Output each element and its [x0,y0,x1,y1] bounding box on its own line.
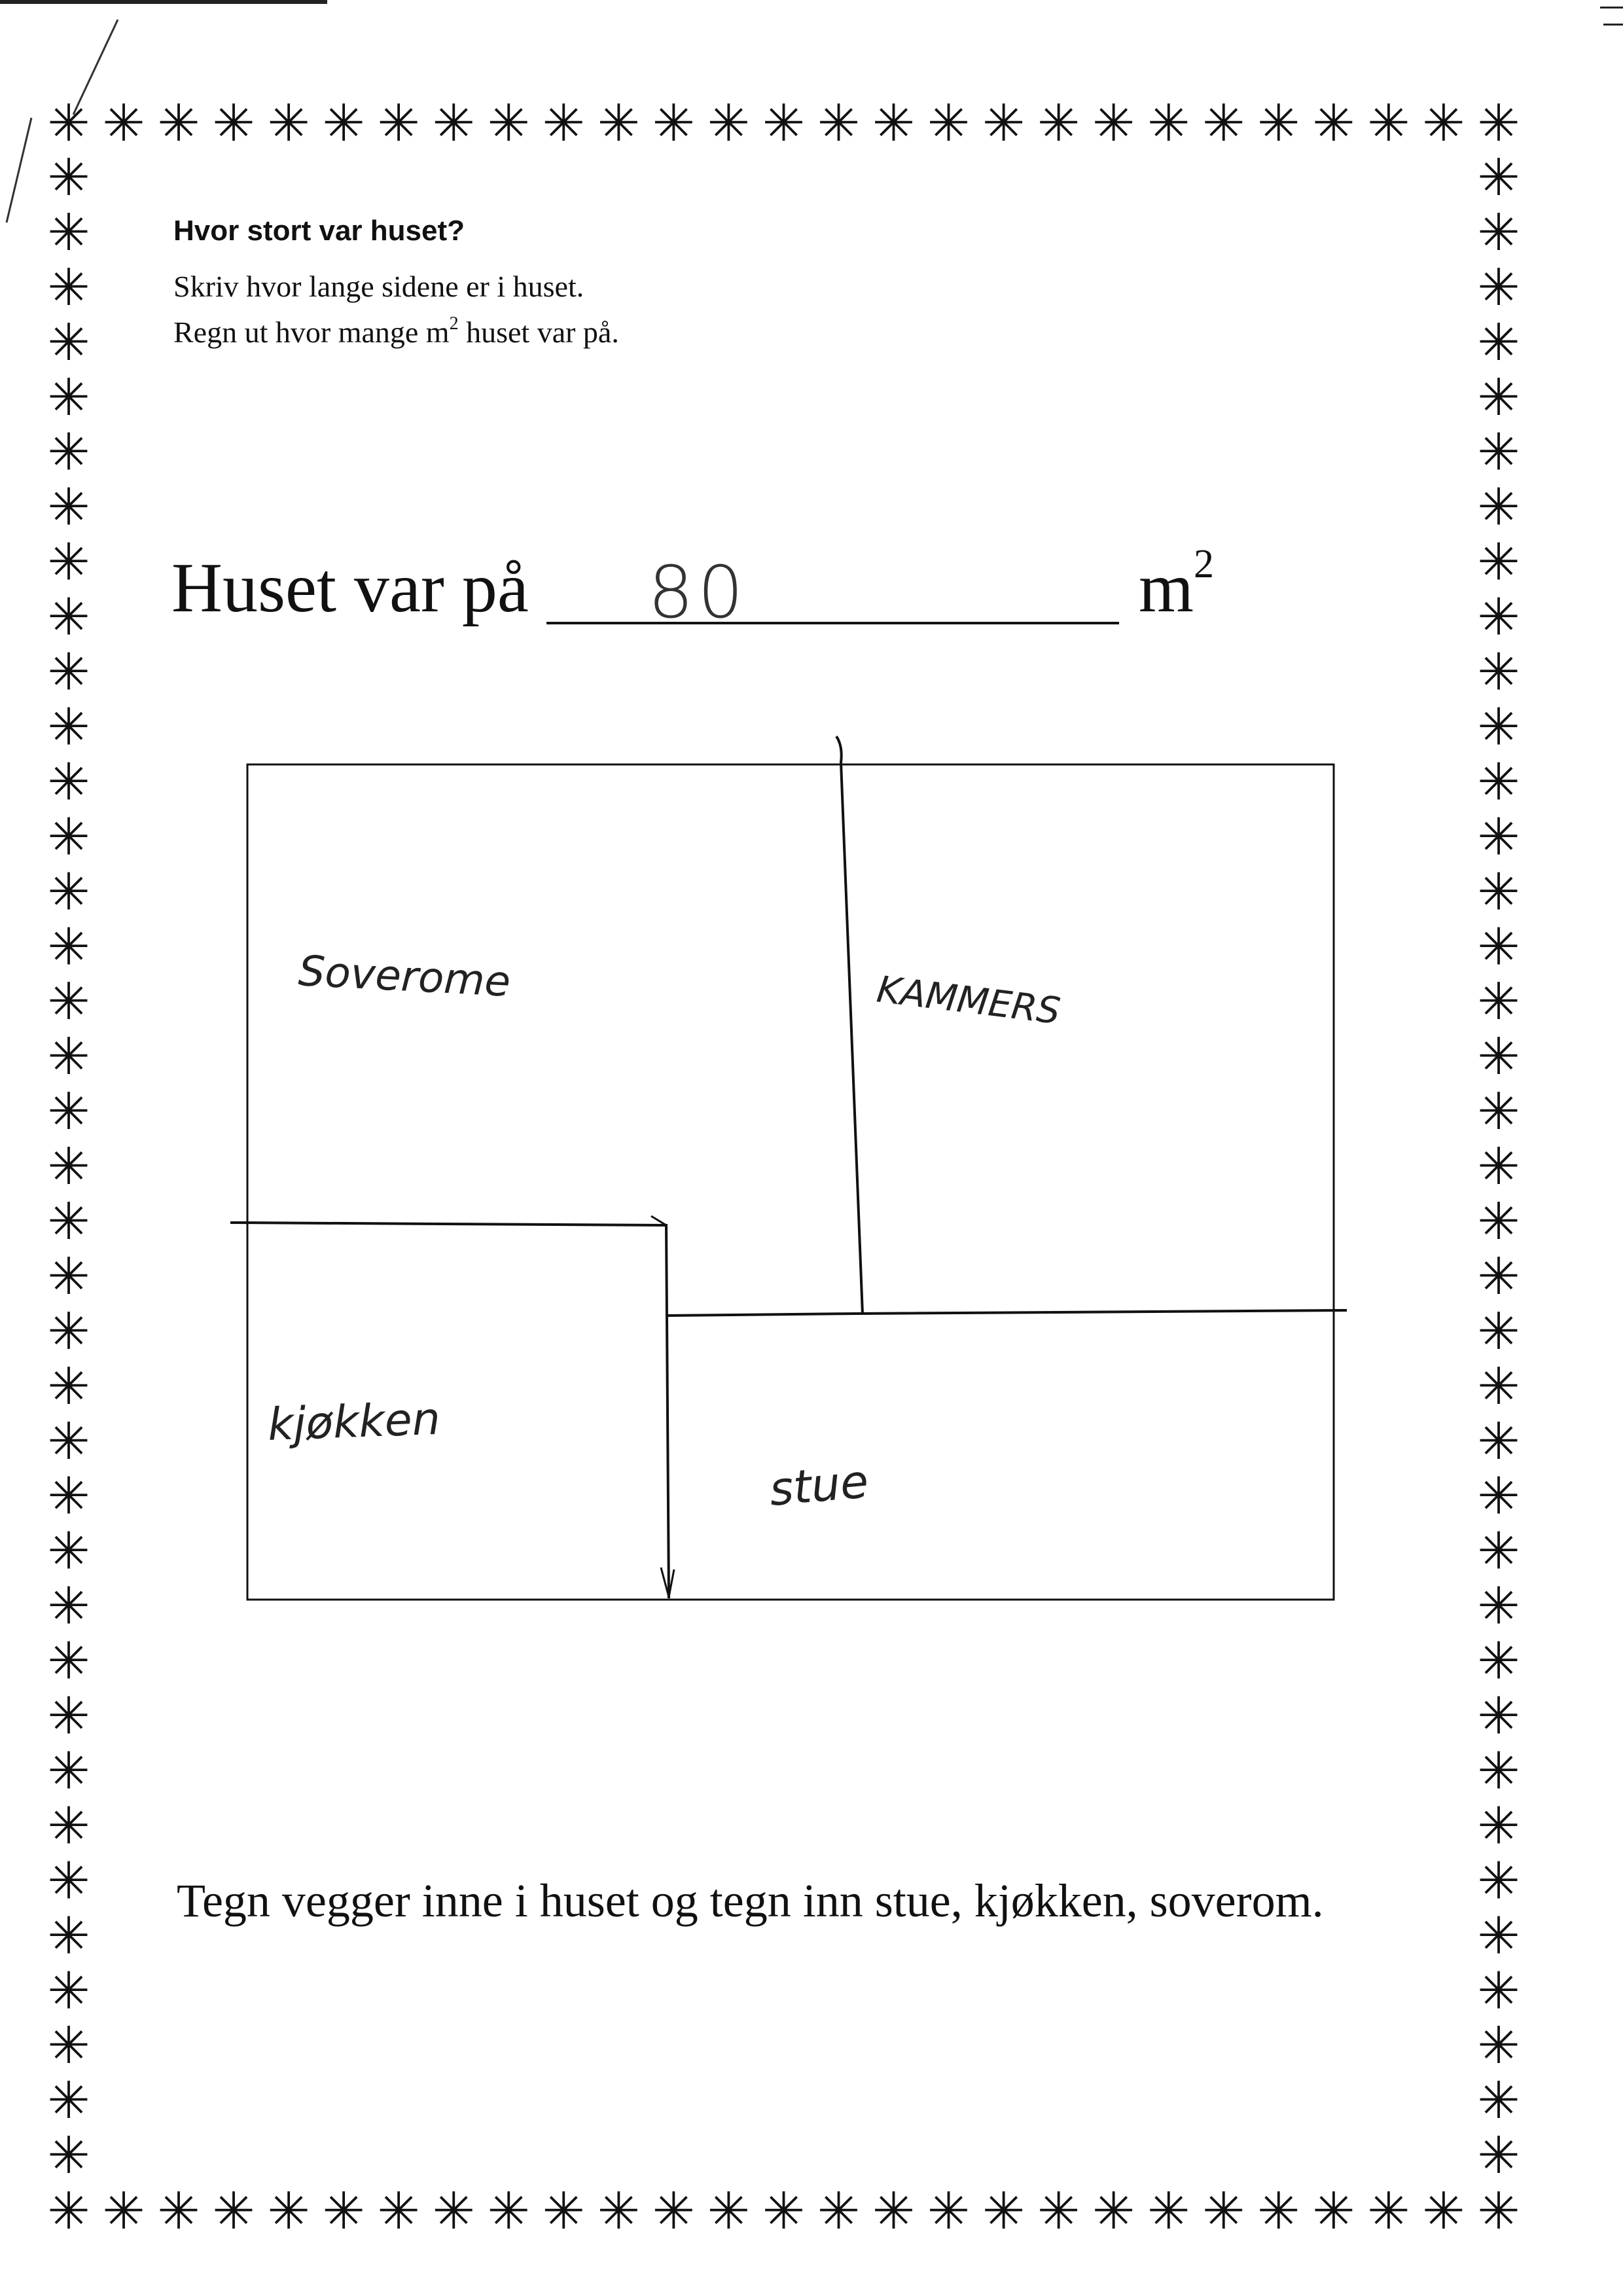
border-star: ✳ [377,94,420,153]
border-star: ✳ [47,1083,90,1142]
border-star: ✳ [102,2182,145,2241]
border-star: ✳ [47,2017,90,2076]
border-star: ✳ [1477,1907,1520,1966]
border-star: ✳ [47,368,90,427]
border-star: ✳ [1477,1632,1520,1691]
border-star: ✳ [47,1962,90,2021]
border-star: ✳ [47,808,90,867]
border-star: ✳ [1477,1193,1520,1251]
border-star: ✳ [1477,698,1520,757]
border-star: ✳ [1477,1852,1520,1911]
border-star: ✳ [47,2182,90,2241]
border-star: ✳ [47,313,90,372]
border-star: ✳ [1367,94,1410,153]
room-label-soverom: Soverome [297,947,512,1007]
border-star: ✳ [1477,2072,1520,2131]
room-label-kjokken: kjøkken [266,1393,442,1451]
border-star: ✳ [1477,478,1520,537]
border-star: ✳ [47,423,90,482]
border-star: ✳ [1477,1577,1520,1636]
border-star: ✳ [707,94,751,153]
border-star: ✳ [47,149,90,207]
border-star: ✳ [47,1028,90,1087]
border-star: ✳ [1477,1522,1520,1581]
border-star: ✳ [1477,1247,1520,1306]
border-star: ✳ [1312,2182,1355,2241]
border-star: ✳ [1477,1138,1520,1197]
border-star: ✳ [157,2182,200,2241]
border-star: ✳ [1477,313,1520,372]
border-star: ✳ [1477,1742,1520,1801]
unit-text: m [1139,549,1194,627]
border-star: ✳ [1477,753,1520,812]
border-star: ✳ [597,94,641,153]
border-star: ✳ [487,94,530,153]
border-star: ✳ [47,1742,90,1801]
border-star: ✳ [47,1193,90,1251]
border-star: ✳ [1477,368,1520,427]
border-star: ✳ [1477,643,1520,702]
border-star: ✳ [1477,1797,1520,1856]
unit-superscript: 2 [1194,542,1215,586]
border-star: ✳ [817,2182,861,2241]
wall-vertical-kammers [836,736,863,1314]
border-star: ✳ [1477,2017,1520,2076]
border-star: ✳ [47,973,90,1032]
border-star: ✳ [1257,94,1300,153]
border-star: ✳ [1092,2182,1135,2241]
border-star: ✳ [47,1467,90,1526]
border-star: ✳ [1037,2182,1080,2241]
border-star: ✳ [927,2182,971,2241]
border-star: ✳ [1477,918,1520,977]
border-star: ✳ [157,94,200,153]
border-star: ✳ [1477,588,1520,647]
border-star: ✳ [322,2182,365,2241]
border-star: ✳ [1477,203,1520,262]
room-label-kammers: KAMMERS [874,968,1063,1033]
answer-handwritten-value: 80 [648,550,747,634]
border-star: ✳ [102,94,145,153]
border-star: ✳ [1367,2182,1410,2241]
instruction-text: huset var på. [458,315,619,349]
border-star: ✳ [1477,863,1520,922]
border-star: ✳ [47,2072,90,2131]
border-star: ✳ [47,1522,90,1581]
border-star: ✳ [47,478,90,537]
border-star: ✳ [47,588,90,647]
worksheet-heading: Hvor stort var huset? [173,215,465,247]
border-star: ✳ [47,1907,90,1966]
border-star: ✳ [1147,2182,1190,2241]
border-star: ✳ [267,2182,310,2241]
border-star: ✳ [47,643,90,702]
border-star: ✳ [47,203,90,262]
border-star: ✳ [1477,1083,1520,1142]
border-star: ✳ [1477,2126,1520,2186]
border-star: ✳ [762,2182,806,2241]
border-star: ✳ [1477,1028,1520,1087]
border-star: ✳ [1477,149,1520,207]
border-star: ✳ [1477,533,1520,592]
border-star: ✳ [47,918,90,977]
border-star: ✳ [1092,94,1135,153]
border-star: ✳ [47,1302,90,1361]
border-star: ✳ [432,94,475,153]
border-star: ✳ [47,1412,90,1471]
answer-prefix: Huset var på [171,549,529,627]
border-star: ✳ [322,94,365,153]
border-star: ✳ [1477,94,1520,153]
border-star: ✳ [1477,423,1520,482]
border-star: ✳ [927,94,971,153]
border-star: ✳ [47,863,90,922]
border-star: ✳ [47,1357,90,1416]
border-star: ✳ [597,2182,641,2241]
border-star: ✳ [1477,1962,1520,2021]
border-star: ✳ [1422,94,1465,153]
border-star: ✳ [1202,2182,1245,2241]
border-star: ✳ [47,698,90,757]
border-star: ✳ [1477,1687,1520,1746]
border-star: ✳ [1202,94,1245,153]
border-star: ✳ [707,2182,751,2241]
wall-horizontal-stue [668,1310,1347,1316]
bottom-instruction: Tegn vegger inne i huset og tegn inn stue, kjøkken, soverom. [177,1874,1324,1927]
border-star: ✳ [1037,94,1080,153]
border-star: ✳ [212,2182,255,2241]
border-star: ✳ [652,2182,696,2241]
border-star: ✳ [1477,1467,1520,1526]
instruction-text: Regn ut hvor mange m [173,315,450,349]
border-star: ✳ [1477,1302,1520,1361]
border-star: ✳ [1477,973,1520,1032]
border-star: ✳ [1477,1357,1520,1416]
border-star: ✳ [47,1687,90,1746]
border-star: ✳ [47,753,90,812]
instruction-line-1: Skriv hvor lange sidene er i huset. [173,270,584,303]
border-star: ✳ [652,94,696,153]
border-star: ✳ [1477,258,1520,317]
border-star: ✳ [817,94,861,153]
superscript: 2 [449,314,459,334]
room-label-stue: stue [767,1454,871,1516]
border-star: ✳ [47,1852,90,1911]
border-star: ✳ [542,94,586,153]
border-star: ✳ [47,1247,90,1306]
border-star: ✳ [432,2182,475,2241]
border-star: ✳ [1477,808,1520,867]
border-star: ✳ [762,94,806,153]
border-star: ✳ [1477,1412,1520,1471]
border-star: ✳ [1477,2182,1520,2241]
border-star: ✳ [872,2182,916,2241]
border-star: ✳ [47,258,90,317]
border-star: ✳ [47,2126,90,2186]
border-star: ✳ [487,2182,530,2241]
border-star: ✳ [47,1138,90,1197]
border-star: ✳ [377,2182,420,2241]
border-star: ✳ [267,94,310,153]
border-star: ✳ [542,2182,586,2241]
border-star: ✳ [1147,94,1190,153]
border-star: ✳ [1257,2182,1300,2241]
border-star: ✳ [47,94,90,153]
border-star: ✳ [982,94,1026,153]
border-star: ✳ [1312,94,1355,153]
border-star: ✳ [872,94,916,153]
border-star: ✳ [47,1577,90,1636]
border-star: ✳ [47,1632,90,1691]
border-star: ✳ [47,1797,90,1856]
border-star: ✳ [47,533,90,592]
border-star: ✳ [982,2182,1026,2241]
border-star: ✳ [212,94,255,153]
border-star: ✳ [1422,2182,1465,2241]
